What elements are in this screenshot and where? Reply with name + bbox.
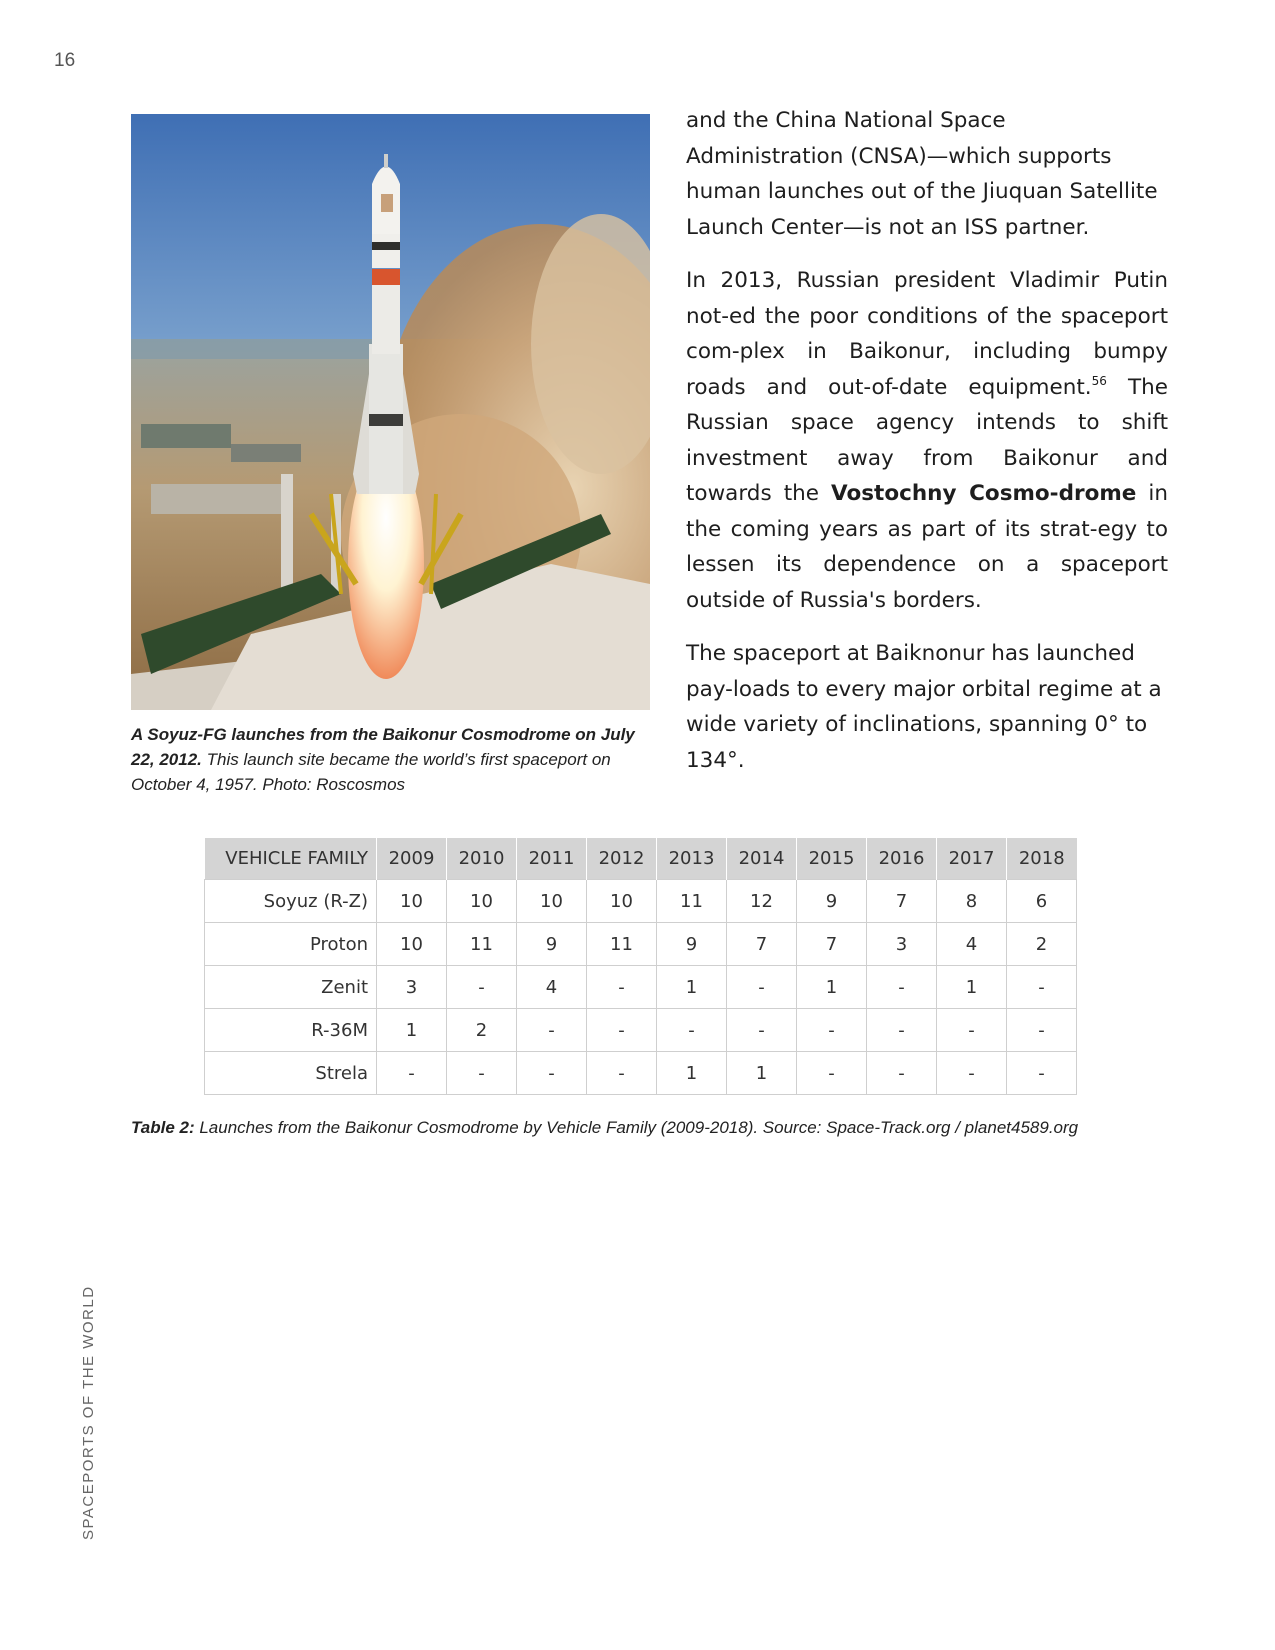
launch-count-cell: 3 [867, 923, 937, 966]
column-header-year: 2013 [657, 838, 727, 880]
table-header-row [205, 838, 1077, 880]
page-number: 16 [54, 50, 76, 71]
launch-count-cell: 10 [447, 880, 517, 923]
table-row [205, 880, 1077, 923]
figure-caption-bold: A Soyuz-FG launches from the Baikonur Cosmodrome on July 22, 2012. [131, 725, 635, 769]
launch-count-cell: - [1007, 966, 1077, 1009]
column-header-year: 2010 [447, 838, 517, 880]
launch-count-cell: 11 [657, 880, 727, 923]
figure-caption [131, 722, 661, 797]
launch-count-cell: 4 [937, 923, 1007, 966]
launch-count-cell: 3 [377, 966, 447, 1009]
launch-count-cell: - [657, 1009, 727, 1052]
column-header-year: 2017 [937, 838, 1007, 880]
table-row [205, 923, 1077, 966]
launch-count-cell: - [797, 1052, 867, 1095]
launches-table [204, 838, 1077, 1095]
launch-count-cell: 10 [377, 923, 447, 966]
launch-count-cell: 1 [377, 1009, 447, 1052]
launch-count-cell: 7 [867, 880, 937, 923]
table-row [205, 1052, 1077, 1095]
column-header-year: 2018 [1007, 838, 1077, 880]
launch-count-cell: 9 [657, 923, 727, 966]
launch-count-cell: - [867, 1009, 937, 1052]
table-caption [131, 1118, 1171, 1138]
launch-count-cell: - [1007, 1009, 1077, 1052]
paragraph-2-part-3: in the coming years as part of its strat-egy to lessen its dependence on a spaceport outside of Russia's borders. [686, 481, 1168, 613]
vehicle-name-cell: Proton [205, 923, 377, 966]
column-header-year: 2016 [867, 838, 937, 880]
launch-count-cell: - [727, 1009, 797, 1052]
launch-count-cell: - [937, 1009, 1007, 1052]
footnote-ref-56[interactable]: 56 [1091, 373, 1107, 388]
launch-count-cell: - [587, 1052, 657, 1095]
launch-count-cell: 2 [1007, 923, 1077, 966]
launch-count-cell: 1 [657, 966, 727, 1009]
launch-count-cell: 1 [797, 966, 867, 1009]
column-header-year: 2015 [797, 838, 867, 880]
paragraph-2-part-1: In 2013, Russian president Vladimir Putin not-ed the poor conditions of the spaceport com-plex in Baikonur, including bumpy roads and out-of-date equipment. [686, 268, 1168, 400]
launch-count-cell: 10 [517, 880, 587, 923]
launch-count-cell: - [447, 1052, 517, 1095]
launch-count-cell: - [377, 1052, 447, 1095]
launch-count-cell: - [937, 1052, 1007, 1095]
launch-count-cell: 8 [937, 880, 1007, 923]
table-row [205, 1009, 1077, 1052]
body-text-column [686, 103, 1168, 796]
launch-count-cell: 6 [1007, 880, 1077, 923]
launch-count-cell: 11 [587, 923, 657, 966]
paragraph-1: and the China National Space Administration (CNSA)—which supports human launches out of the Jiuquan Satellite Launch Center—is not an ISS partner. [686, 108, 1158, 240]
launch-count-cell: - [727, 966, 797, 1009]
launch-count-cell: 1 [727, 1052, 797, 1095]
paragraph-2-part-2: The Russian space agency intends to shift investment away from Baikonur and towards the [686, 374, 1168, 506]
vehicle-name-cell: Soyuz (R-Z) [205, 880, 377, 923]
column-header-year: 2011 [517, 838, 587, 880]
launch-count-cell: - [797, 1009, 867, 1052]
launch-count-cell: 2 [447, 1009, 517, 1052]
vehicle-name-cell: Zenit [205, 966, 377, 1009]
table-row [205, 966, 1077, 1009]
column-header-year: 2012 [587, 838, 657, 880]
soyuz-launch-photo [131, 114, 650, 710]
launch-count-cell: - [587, 966, 657, 1009]
vehicle-name-cell: R-36M [205, 1009, 377, 1052]
launch-count-cell: - [517, 1052, 587, 1095]
column-header-year: 2009 [377, 838, 447, 880]
launch-count-cell: 9 [797, 880, 867, 923]
launch-count-cell: - [867, 1052, 937, 1095]
launch-count-cell: 4 [517, 966, 587, 1009]
running-footer: SPACEPORTS OF THE WORLD [80, 1285, 97, 1540]
launch-count-cell: 9 [517, 923, 587, 966]
launch-count-cell: 1 [937, 966, 1007, 1009]
launch-count-cell: 10 [377, 880, 447, 923]
launch-count-cell: - [517, 1009, 587, 1052]
launch-count-cell: 11 [447, 923, 517, 966]
column-header-year: 2014 [727, 838, 797, 880]
launch-count-cell: 7 [727, 923, 797, 966]
launch-count-cell: 12 [727, 880, 797, 923]
launch-count-cell: - [867, 966, 937, 1009]
table-caption-text: Launches from the Baikonur Cosmodrome by Vehicle Family (2009-2018). Source: Space-Track.org / planet4589.org [194, 1118, 1079, 1137]
launch-count-cell: 7 [797, 923, 867, 966]
vehicle-name-cell: Strela [205, 1052, 377, 1095]
column-header-vehicle-family: VEHICLE FAMILY [205, 838, 377, 880]
table-caption-label: Table 2: [131, 1118, 195, 1137]
launch-count-cell: - [447, 966, 517, 1009]
paragraph-3: The spaceport at Baiknonur has launched pay-loads to every major orbital regime at a wide variety of inclinations, spanning 0° to 134°. [686, 641, 1162, 773]
launch-count-cell: - [587, 1009, 657, 1052]
launch-count-cell: 10 [587, 880, 657, 923]
launch-count-cell: 1 [657, 1052, 727, 1095]
paragraph-2 [686, 263, 1168, 618]
vostochny-cosmodrome-term: Vostochny Cosmo-drome [831, 481, 1137, 506]
figure-caption-text: This launch site became the world’s first spaceport on October 4, 1957. Photo: Roscosmos [131, 750, 611, 794]
launch-count-cell: - [1007, 1052, 1077, 1095]
